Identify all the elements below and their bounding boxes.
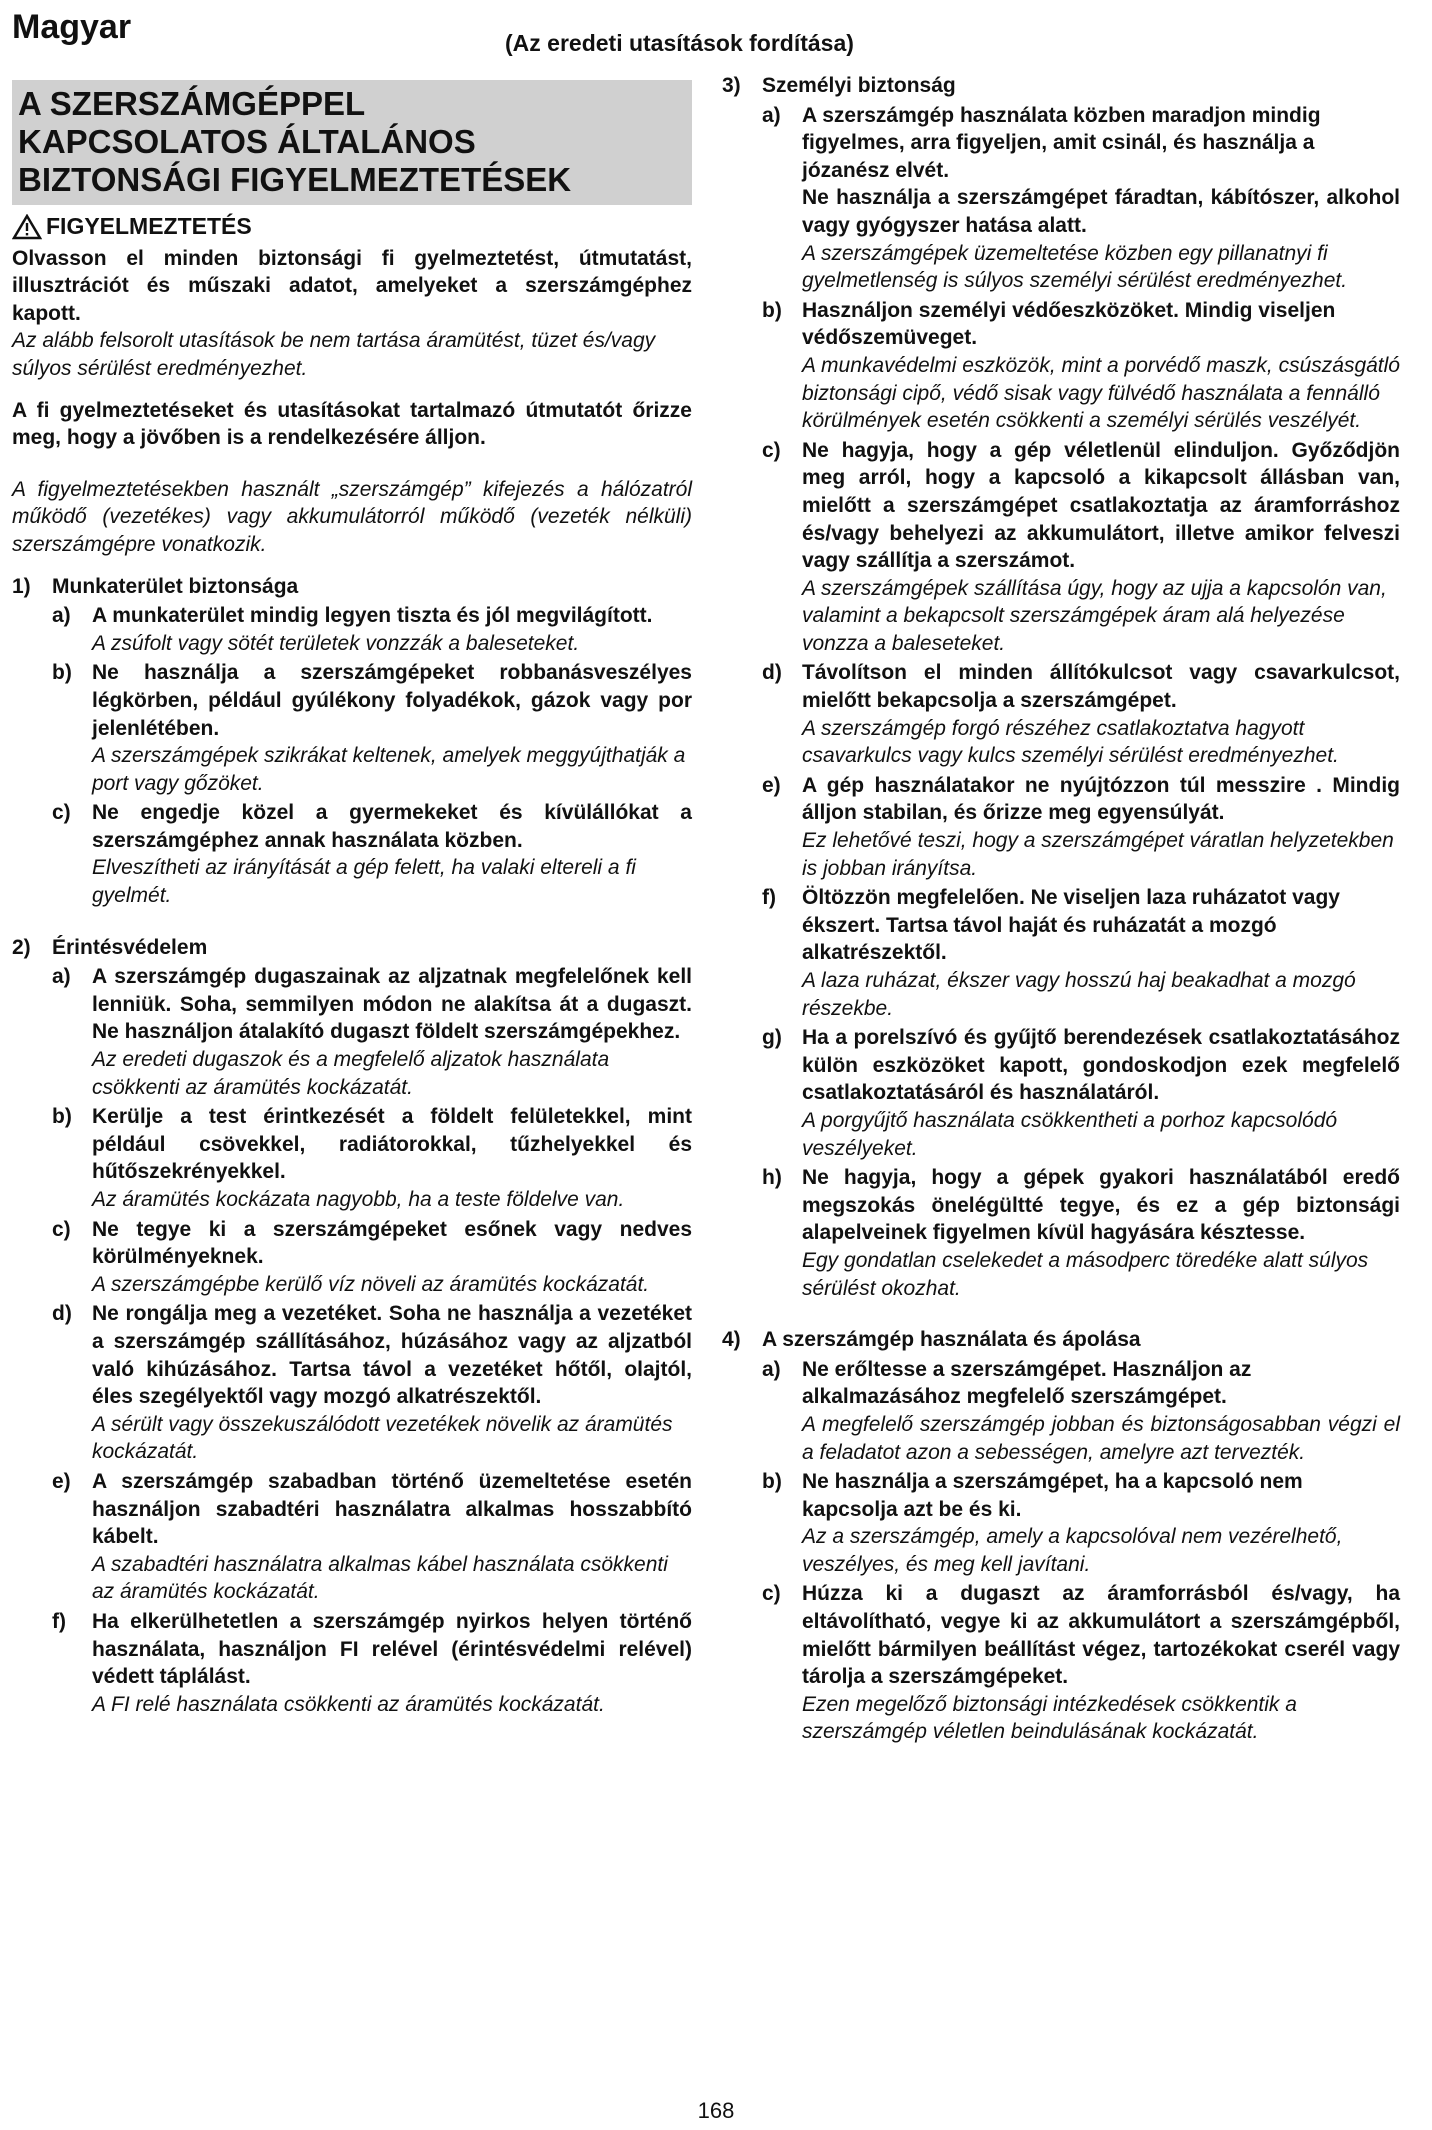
item-note: Az áramütés kockázata nagyobb, ha a teste földelve van. [92,1188,625,1211]
intro-bold: Olvasson el minden biztonsági fi gyelmeztetést, útmutatást, illusztrációt és műszaki adatot, amelyeket a szerszámgéphez kapott. [12,246,692,325]
main-title-line: BIZTONSÁGI FIGYELMEZTETÉSEK [18,161,572,198]
main-title-line: A SZERSZÁMGÉPPEL [18,85,366,122]
item-note: A szerszámgépek üzemeltetése közben egy pillanatnyi fi gyelmetlenség is súlyos személyi sérülést eredményezhet. [802,241,1348,293]
item-note: Elveszítheti az irányítását a gép felett, ha valaki eltereli a fi gyelmét. [92,856,636,908]
list-item: b) Kerülje a test érintkezését a földelt felületekkel, mint például csövekkel, radiátorokkal, tűzhelyekkel és hűtőszekrényekkel. [52,1105,692,1184]
list-item: f) Ha elkerülhetetlen a szerszámgép nyirkos helyen történő használata, használjon FI relével (érintésvédelmi relével) védett táplálást. [52,1609,692,1689]
list-item: a) A szerszámgép használata közben maradjon mindig figyelmes, arra figyeljen, amit csinál, és használja a józanész elvét. Ne használja a szerszámgépet fáradtan, kábítószer, alkohol vagy gyógyszer hatása alatt. [762,103,1400,237]
main-title-box [12,80,692,205]
section-heading: 1) Munkaterület biztonsága [12,574,299,598]
item-note: A zsúfolt vagy sötét területek vonzzák a baleseteket. [92,631,580,655]
item-note: Az a szerszámgép, amely a kapcsolóval nem vezérelhető, veszélyes, és meg kell javítani. [802,1525,1343,1576]
item-note: Egy gondatlan cselekedet a másodperc töredéke alatt súlyos sérülést okozhat. [802,1248,1369,1300]
keep-instructions: A fi gyelmeztetéseket és utasításokat tartalmazó útmutatót őrizze meg, hogy a jövőben is a rendelkezésére álljon. [12,398,692,450]
warning-heading [12,213,692,241]
list-item: e) A szerszámgép szabadban történő üzemeltetése esetén használjon szabadtéri használatra alkalmas hosszabbító kábelt. [52,1469,692,1549]
list-item: c) Húzza ki a dugaszt az áramforrásból és/vagy, ha eltávolítható, vegye ki az akkumulátort a szerszámgépből, mielőtt bármilyen beállítást végez, tartozékokat cserél vagy tárolja a szerszámgépeket. [762,1582,1400,1689]
item-note: A sérült vagy összekuszálódott vezetékek növelik az áramütés kockázatát. [92,1412,673,1464]
item-note: A porgyűjtő használata csökkentheti a porhoz kapcsolódó veszélyeket. [802,1108,1338,1160]
list-item: b) Használjon személyi védőeszközöket. Mindig viseljen védőszemüveget. [762,298,1336,350]
page-number: 168 [697,2098,735,2123]
list-item: e) A gép használatakor ne nyújtózzon túl messzire . Mindig álljon stabilan, és őrizze meg egyensúlyát. [762,773,1400,825]
item-note: A laza ruházat, ékszer vagy hosszú haj beakadhat a mozgó részekbe. [802,969,1356,1020]
item-note: Ez lehetővé teszi, hogy a szerszámgépet váratlan helyzetekben is jobban irányítsa. [802,829,1394,880]
list-item: g) Ha a porelszívó és gyűjtő berendezések csatlakoztatásához külön eszközöket kapott, gondoskodjon ezek megfelelő csatlakoztatásáról és használatáról. [762,1026,1400,1105]
warning-triangle-icon [12,214,42,240]
section-heading: 3) Személyi biztonság [722,74,956,97]
list-item: a) A szerszámgép dugaszainak az aljzatnak megfelelőnek kell lenniük. Soha, semmilyen módon ne alakítsa át a dugaszt. Ne használjon átalakító dugaszt földelt szerszámgépekhez. [52,965,692,1044]
left-column [12,80,692,1718]
item-note: A megfelelő szerszámgép jobban és biztonságosabban végzi el a feladatot azon a sebességen, amelyre azt tervezték. [802,1412,1400,1464]
warning-label: FIGYELMEZTETÉS [46,213,252,239]
list-item: d) Ne rongálja meg a vezetéket. Soha ne használja a vezetéket a szerszámgép szállításához, húzásához vagy az aljzatból való kihúzásához. Tartsa távol a vezetéket hőtől, olajtól, éles szegélyektől vagy mozgó alkatrészektől. [52,1302,692,1409]
list-item: b) Ne használja a szerszámgépeket robbanásveszélyes légkörben, például gyúlékony folyadékok, gázok vagy por jelenlétében. [52,661,692,740]
item-note: Ezen megelőző biztonsági intézkedések csökkentik a szerszámgép véletlen beindulásának kockázatát. [802,1692,1297,1744]
list-item: f) Öltözzön megfelelően. Ne viseljen laza ruházatot vagy ékszert. Tartsa távol haját és ruházatát a mozgó alkatrészektől. [762,886,1340,965]
list-item: c) Ne tegye ki a szerszámgépeket esőnek vagy nedves körülményeknek. [52,1217,692,1269]
item-note: A szerszámgép forgó részéhez csatlakoztatva hagyott csavarkulcs vagy kulcs személyi sérülést eredményezhet. [802,716,1339,768]
item-note: A szerszámgépbe kerülő víz növeli az áramütés kockázatát. [92,1272,650,1296]
right-column [722,72,1400,1746]
list-item: c) Ne engedje közel a gyermekeket és kívülállókat a szerszámgéphez annak használata közben. [52,801,692,852]
section-heading: 2) Érintésvédelem [12,935,208,959]
list-item: a) Ne erőltesse a szerszámgépet. Használjon az alkalmazásához megfelelő szerszámgépet. [762,1357,1252,1409]
main-title-line: KAPCSOLATOS ÁLTALÁNOS [18,123,476,160]
list-item: a) A munkaterület mindig legyen tiszta és jól megvilágított. [52,604,653,628]
list-item: d) Távolítson el minden állítókulcsot vagy csavarkulcsot, mielőtt bekapcsolja a szerszámgépet. [762,661,1400,713]
intro-italic: Az alább felsorolt utasítások be nem tartása áramütést, tüzet és/vagy súlyos sérülést eredményezhet. [12,329,656,380]
list-item: c) Ne hagyja, hogy a gép véletlenül elinduljon. Győződjön meg arról, hogy a kapcsoló a kikapcsolt állásban van, mielőtt a szerszámgépet csatlakoztatja az áramforráshoz és/vagy behelyezi az akkumulátort, illetve amikor felveszi vagy szállítja a szerszámot. [762,438,1400,573]
item-note: A szerszámgépek szállítása úgy, hogy az ujja a kapcsolón van, valamint a bekapcsolt szerszámgépek áram alá helyezése vonzza a baleseteket. [802,576,1387,655]
item-note: A szerszámgépek szikrákat keltenek, amelyek meggyújthatják a port vagy gőzöket. [92,744,686,795]
list-item: h) Ne hagyja, hogy a gépek gyakori használatából eredő megszokás önelégültté tegye, és ez a gép biztonsági alapelveinek figyelmen kívül hagyására késztesse. [762,1166,1400,1245]
item-note: Az eredeti dugaszok és a megfelelő aljzatok használata csökkenti az áramütés kockázatát. [92,1048,610,1099]
list-item: b) Ne használja a szerszámgépet, ha a kapcsoló nem kapcsolja azt be és ki. [762,1470,1303,1521]
item-note: A FI relé használata csökkenti az áramütés kockázatát. [92,1692,605,1716]
definition-note: A figyelmeztetésekben használt „szerszámgép” kifejezés a hálózatról működő (vezetékes) vagy akkumulátorról működő (vezeték nélküli) szerszámgépre vonatkozik. [12,477,692,556]
section-heading: 4) A szerszámgép használata és ápolása [722,1328,1141,1352]
translation-note: (Az eredeti utasítások fordítása) [505,30,854,56]
item-note: A munkavédelmi eszközök, mint a porvédő maszk, csúszásgátló biztonsági cipő, védő sisak vagy fülvédő használata a fennálló körülmények esetén csökkenti a személyi sérülés veszélyét. [802,353,1400,433]
language-heading: Magyar [12,8,132,46]
item-note: A szabadtéri használatra alkalmas kábel használata csökkenti az áramütés kockázatát. [92,1552,668,1604]
